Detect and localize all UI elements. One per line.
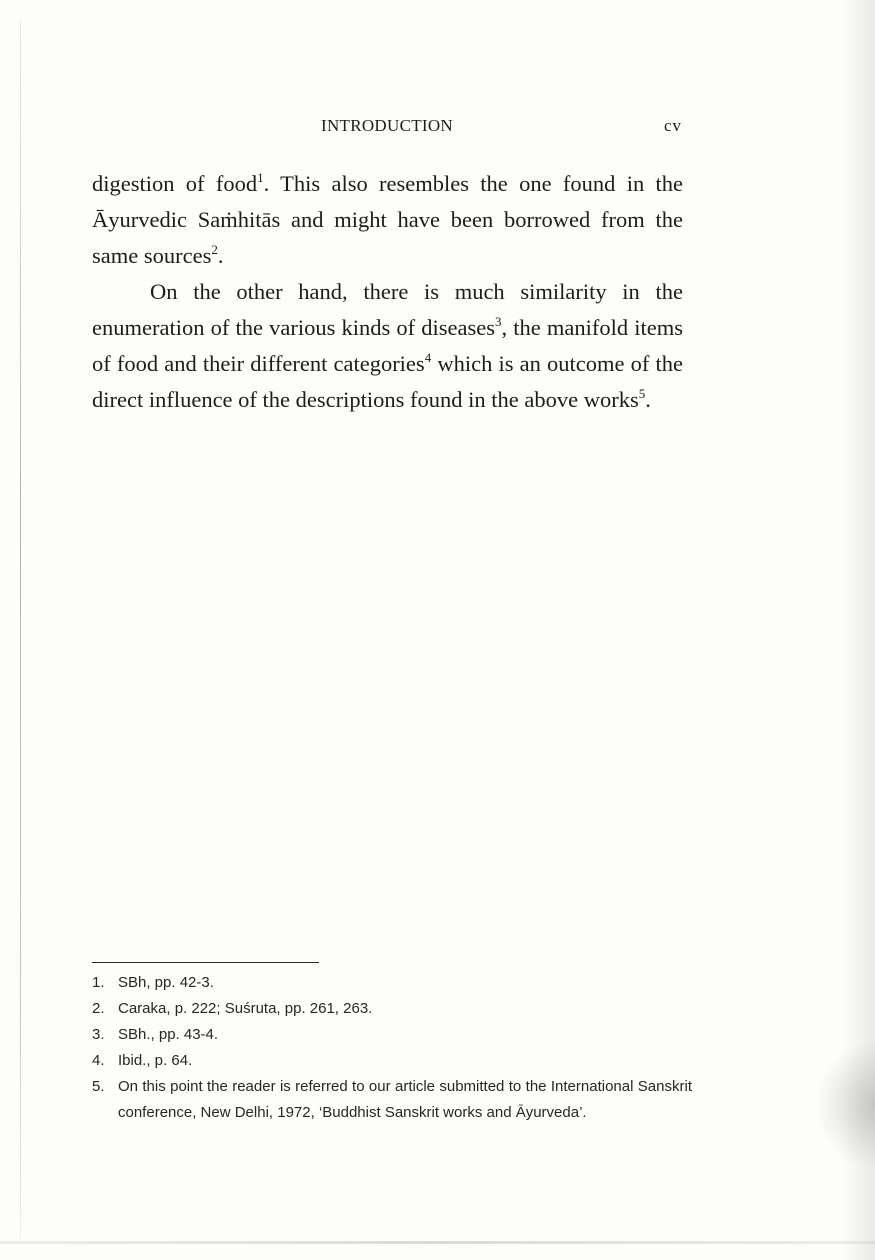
scan-edge-bottom <box>0 1241 875 1244</box>
paragraph-2-text-3: which is an outcome of the direct influence of the descriptions found in the above works <box>92 351 684 412</box>
footnote-number: 4. <box>92 1052 105 1069</box>
footnote-rule <box>92 962 319 963</box>
footnote-item <box>92 1074 692 1126</box>
body-text <box>92 166 683 418</box>
footnote-ref-2: 2 <box>211 242 218 257</box>
footnote-number: 1. <box>92 974 105 991</box>
footnote-item <box>92 970 692 996</box>
footnote-text: On this point the reader is referred to our article submitted to the International Sanskrit conference, New Delhi, 1972, ‘Buddhist Sanskrit works and Āyurveda’. <box>118 1078 692 1121</box>
footnote-number: 3. <box>92 1026 105 1043</box>
footnote-item <box>92 1048 692 1074</box>
footnote-number: 5. <box>92 1078 105 1095</box>
scan-edge-left <box>20 20 21 1240</box>
paragraph-1 <box>92 166 683 274</box>
footnote-item <box>92 996 692 1022</box>
scan-shadow <box>815 1040 875 1170</box>
footnote-ref-5: 5 <box>638 386 646 401</box>
paragraph-1-text-3: . <box>217 243 224 268</box>
running-title: INTRODUCTION <box>320 116 454 135</box>
footnote-text: Ibid., p. 64. <box>118 1052 193 1069</box>
paragraph-2 <box>92 274 683 418</box>
paragraph-2-text-4: . <box>645 387 651 412</box>
page-number: cv <box>663 116 682 135</box>
paragraph-1-text-1: digestion of food <box>92 171 258 196</box>
paragraph-1-text-2: . This also resembles the one found in the Āyurvedic Saṁhitās and might have been borrowed from the same sources <box>92 171 683 268</box>
paragraph-2-text-1: On the other hand, there is much similarity in the enumeration of the various kinds of diseases <box>92 279 683 340</box>
footnote-text: Caraka, p. 222; Suśruta, pp. 261, 263. <box>118 1000 373 1017</box>
footnote-text: SBh, pp. 42-3. <box>118 974 214 991</box>
footnote-text: SBh., pp. 43-4. <box>118 1026 219 1043</box>
footnote-ref-1: 1 <box>257 170 264 185</box>
footnote-ref-3: 3 <box>495 314 502 329</box>
footnote-item <box>92 1022 692 1048</box>
running-head <box>92 116 682 138</box>
paragraph-2-text-2: , the manifold items of food and their different categories <box>92 315 684 376</box>
footnote-ref-4: 4 <box>424 350 432 365</box>
footnote-number: 2. <box>92 1000 105 1017</box>
footnote-list <box>92 970 692 1126</box>
